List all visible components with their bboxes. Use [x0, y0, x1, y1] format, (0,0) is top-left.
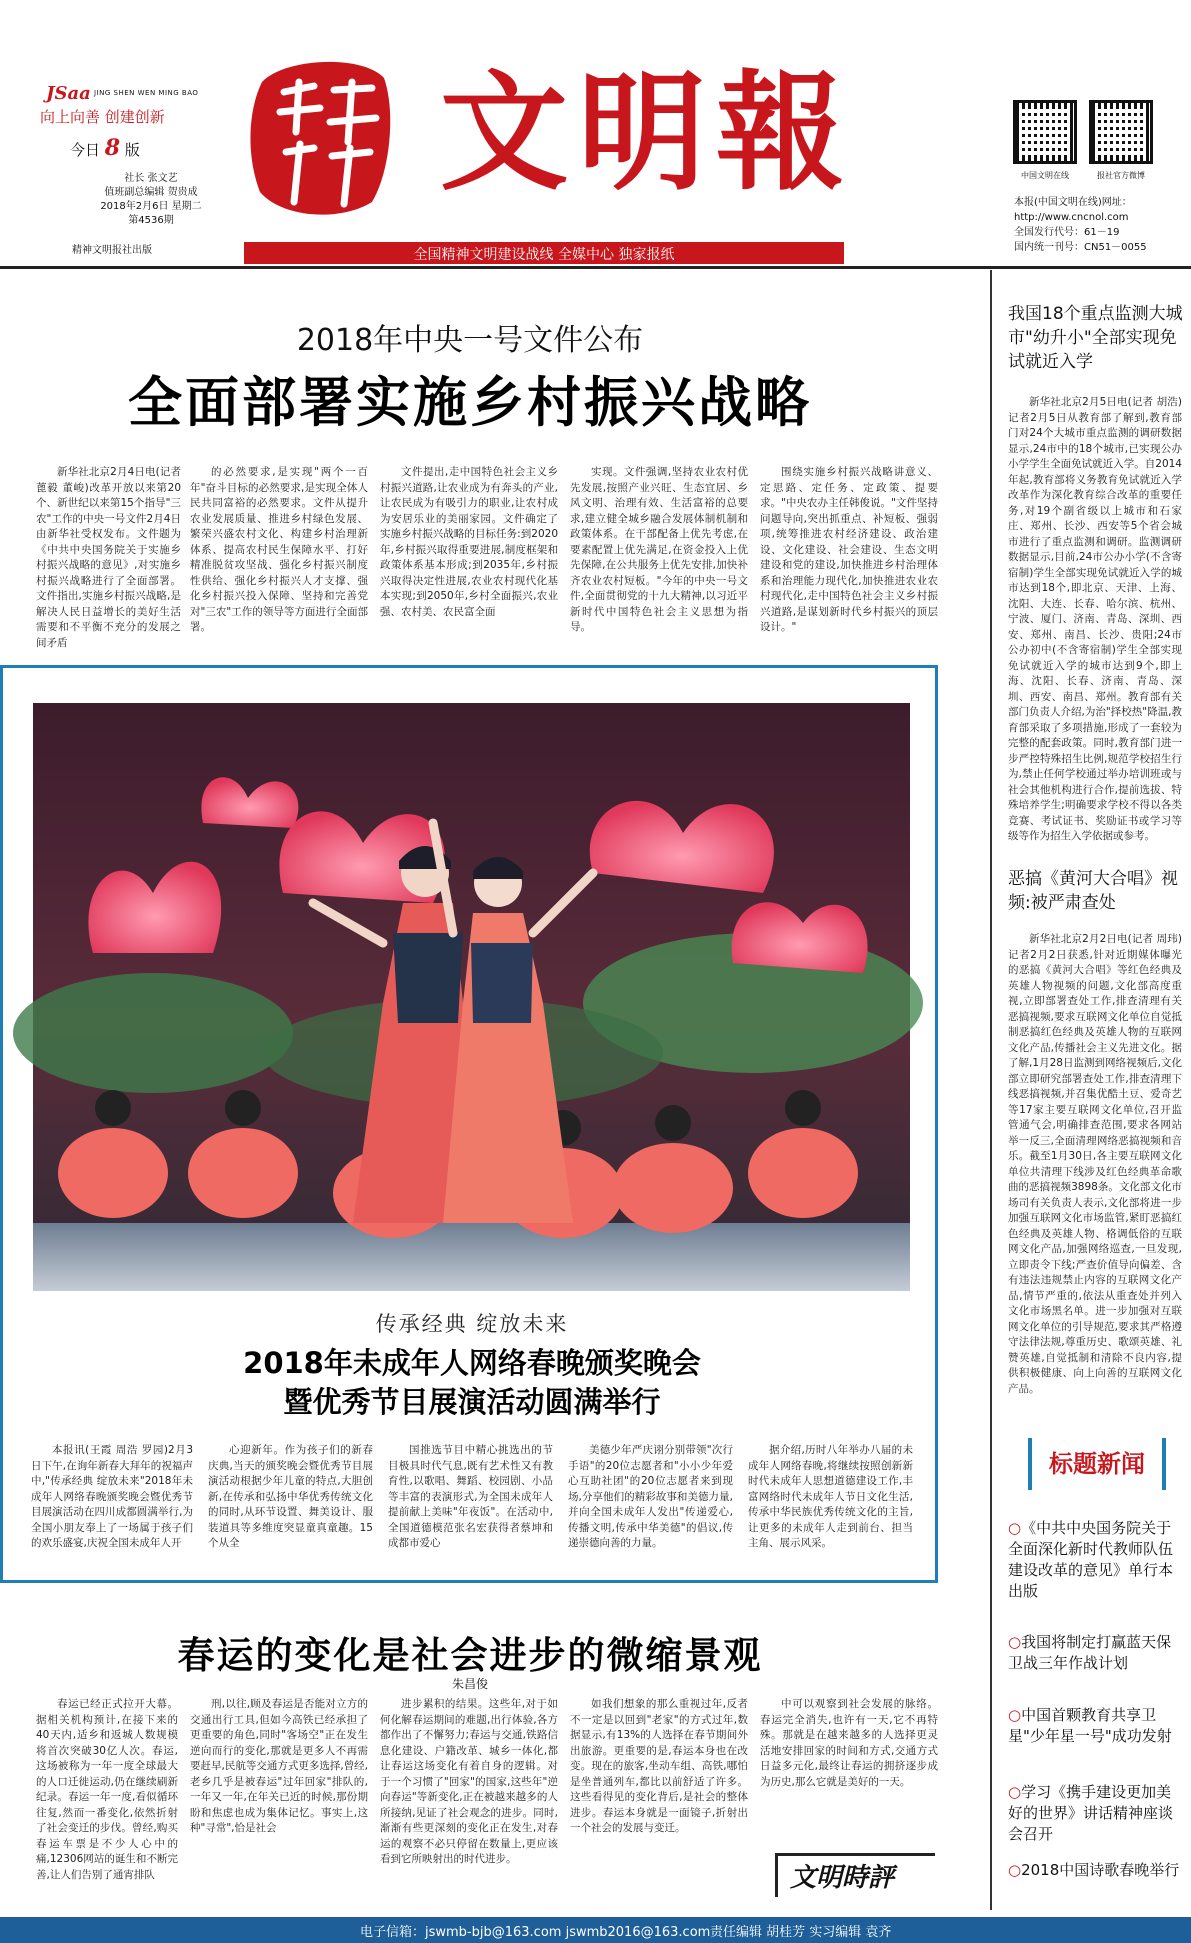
tagline: 全国精神文明建设战线 全媒中心 独家报纸: [413, 247, 675, 263]
index-item-5[interactable]: ○2018中国诗歌春晚举行: [1008, 1861, 1180, 1879]
index-item-4[interactable]: ○学习《携手建设更加美好的世界》讲话精神座谈会召开: [1008, 1783, 1174, 1843]
masthead: [0, 0, 1191, 265]
lead-col-2: 的必然要求,是实现"两个一百年"奋斗目标的必然要求,是实现全体人民共同富裕的必然要求。文件从提升农业发展质量、推进乡村绿色发展、繁荣兴盛农村文化、构建乡村治理新体系、提高农村民生保障水平、打好精准脱贫攻坚战、强化乡村振兴制度性供给、强化乡村振兴人才支撑、强化乡村振兴投入保障、坚持和完善党对"三农"工作的领导等方面进行全面部署。: [190, 466, 368, 633]
calligraphy-brush-icon: [244, 52, 399, 220]
feature-box: [0, 665, 938, 1583]
today-unit: 版: [124, 141, 140, 159]
commentary-col-5: 中可以观察到社会发展的脉络。春运完全消失,也许有一天,它不再特殊。那就是在越来越多的人选择更灵活地安排回家的时间和方式,交通方式日益多元化,最终让春运的拥挤逐步成为历史,那么它就是美好的一天。: [760, 1698, 938, 1788]
lead-col-4: 实现。文件强调,坚持农业农村优先发展,按照产业兴旺、生态宜居、乡风文明、治理有效、生活富裕的总要求,建立健全城乡融合发展体制机制和政策体系。在干部配备上优先考虑,在要素配置上优先满足,在资金投入上优先保障,在公共服务上优先安排,加快补齐农业农村短板。"今年的中央一号文件,全面贯彻党的十九大精神,以习近平新时代中国特色社会主义思想为指导。: [570, 466, 748, 633]
commentary-col-2: 刑,以往,顾及春运是否能对立方的交通出行工具,但如今高铁已经承担了更重要的角色,同时"客场空"正在发生逆向而行的变化,那就是更多人不再需要赶早,民航等交通方式更多选择,曾经,老乡几乎是被春运"过年回家"排队的,一年又一年,在年关已近的时候,那份期盼和焦虑也成为集体记忆。事实上,这种"寻常",恰是社会: [190, 1698, 369, 1834]
title-main: 文明報: [440, 58, 855, 208]
feature-headline-2: 暨优秀节目展演活动圆满举行: [283, 1385, 661, 1419]
sidebar-story1-title: 我国18个重点监测大城市"幼升小"全部实现免试就近入学: [1008, 304, 1183, 372]
site-label: 本报(中国文明在线)网址：: [1014, 197, 1132, 208]
feature-photo: [33, 703, 910, 1291]
index-item-1[interactable]: ○《中共中央国务院关于全面深化新时代教师队伍建设改革的意见》单行本出版: [1008, 1519, 1174, 1600]
footer-editors: 责任编辑 胡桂芳 实习编辑 袁齐: [710, 1925, 892, 1940]
commentary-seal: 文明時評: [775, 1853, 935, 1897]
lead-col-5: 围绕实施乡村振兴战略讲意义、定思路、定任务、定政策、提要求。"中央农办主任韩俊说。"文件坚持问题导向,突出抓重点、补短板、强弱项,统筹推进农村经济建设、政治建设、文化建设、社会建设、生态文明建设和党的建设,加快推进乡村治理体系和治理能力现代化,加快推进农业农村现代化,走中国特色社会主义乡村振兴道路,是谋划新时代乡村振兴的顶层设计。": [760, 466, 938, 633]
qr-code-weibo: [1089, 100, 1153, 164]
commentary: [0, 1595, 985, 1910]
lead-headline: 全面部署实施乡村振兴战略: [128, 371, 812, 434]
feature-col-1: 本报讯(王霞 周浩 罗园)2月3日下午,在询年新春大拜年的祝福声中,"传承经典 绽放未来"2018年未成年人网络春晚颁奖晚会暨优秀节目展演活动在四川成都圆满举行,为全国小朋友奉上了一场属于孩子们的欢乐盛宴,庆祝全国未成年人开: [31, 1444, 193, 1549]
index-item-3[interactable]: ○中国首颗教育共享卫星"少年星一号"成功发射: [1008, 1706, 1172, 1745]
sidebar-story2-body: 新华社北京2月2日电(记者 周玮)记者2月2日获悉,针对近期媒体曝光的恶搞《黄河大合唱》等红色经典及英雄人物视频的问题,文化部高度重视,立即部署查处工作,排查清理有关恶搞视频,要求互联网文化单位自觉抵制恶搞红色经典及英雄人物的互联网文化产品,传播社会主义先进文化。据了解,1月28日监测到网络视频后,文化部立即研究部署查处工作,排查清理下线恶搞视频,并召集优酷土豆、爱奇艺等17家主要互联网文化单位,召开监管通气会,明确排查范围,要求各网站举一反三,全面清理网络恶搞视频和音乐。截至1月30日,各主要互联网文化单位共清理下线涉及红色经典革命歌曲的恶搞视频3898条。文化部文化市场司有关负责人表示,文化部将进一步加强互联网文化市场监管,紧盯恶搞红色经典及英雄人物、格调低俗的互联网文化产品,加强网络巡查,一旦发现,立即责令下线;严查价值导向偏差、含有违法违规禁止内容的互联网文化产品,情节严重的,依法从重查处并列入文化市场黑名单。进一步加强对互联网文化单位的引导规范,要求其严格遵守法律法规,尊重历史、歌颂英雄、礼赞英雄,自觉抵制和清除不良内容,提供积极健康、向上向善的互联网文化产品。: [1008, 933, 1182, 1395]
bullet-circle-icon: ○: [1008, 1861, 1022, 1879]
issue-number: 第4536期: [128, 215, 174, 226]
feature-kicker: 传承经典 绽放未来: [375, 1312, 569, 1336]
footer-contact: 电子信箱：jswmb-bjb@163.com jswmb2016@163.com: [360, 1925, 711, 1940]
masthead-rule: [0, 266, 1191, 269]
commentary-headline: 春运的变化是社会进步的微缩景观: [177, 1634, 763, 1677]
feature-col-5: 据介绍,历时八年举办八届的未成年人网络春晚,将继续按照创新新时代未成年人思想道德建设工作,丰富网络时代未成年人节日文化生活,传承中华民族优秀传统文化的主旨,让更多的未成年人走到前台、担当主角、展示风采。: [748, 1444, 913, 1549]
sidebar-story1-body: 新华社北京2月5日电(记者 胡浩)记者2月5日从教育部了解到,教育部门对24个大城市重点监测的调研数据显示,24市中的18个城市,已实现公办小学学生全面免试就近入学。自2014年起,教育部将义务教育免试就近入学改革作为深化教育综合改革的重要任务,对19个副省级以上城市和石家庄、郑州、长沙、西安等5个省会城市进行了重点监测和调研。监测调研数据显示,目前,24市公办小学(不含寄宿制)学生全部实现免试就近入学的城市达到18个,即北京、天津、上海、沈阳、大连、长春、哈尔滨、杭州、宁波、厦门、济南、青岛、深圳、西安、郑州、南昌、长沙、贵阳;24市公办初中(不含寄宿制)学生全部实现免试就近入学的城市达到9个,即上海、沈阳、长春、济南、青岛、深圳、西安、南昌、郑州。教育部有关部门负责人介绍,为治"择校热"降温,教育部采取了多项措施,形成了一套较为完整的配套政策。同时,教育部门进一步严控特殊招生比例,规范学校招生行为,禁止任何学校通过举办培训班或与社会其他机构进行合作,提前选拔、特殊培养学生;明确要求学校不得以各类竞赛、考试证书、奖励证书或学习等级等作为招生入学依据或参考。: [1008, 396, 1182, 842]
editor-duty: 值班副总编辑 贺贵成: [104, 187, 198, 198]
commentary-col-4: 如我们想象的那么重视过年,反者不一定是以回到"老家"的方式过年,数据显示,有13%的人选择在春节期间外出旅游。更重要的是,春运本身也在改变。现在的旅客,坐动车组、高铁,哪怕是坐普通列车,都比以前舒适了许多。这些看得见的变化背后,是社会的整体进步。春运本身就是一面镜子,折射出一个社会的发展与变迁。: [570, 1698, 748, 1834]
logo-small: JSaa: [46, 83, 91, 104]
lead-col-3: 文件提出,走中国特色社会主义乡村振兴道路,让农业成为有奔头的产业,让农民成为有吸引力的职业,让农村成为安居乐业的美丽家园。文件确定了实施乡村振兴战略的目标任务:到2020年,乡村振兴取得重要进展,制度框架和政策体系基本形成;到2035年,乡村振兴取得决定性进展,农业农村现代化基本实现;到2050年,乡村全面振兴,农业强、农村美、农民富全面: [380, 466, 558, 618]
distribution-code: 全国发行代号：61－19: [1014, 227, 1120, 238]
logo-pinyin: JING SHEN WEN MING BAO: [94, 89, 199, 97]
issue-date: 2018年2月6日 星期二: [100, 201, 202, 212]
lead-col-1: 新华社北京2月4日电(记者 蓖毅 董峻)改革开放以来第20个、新世纪以来第15个指导"三农"工作的中央一号文件2月4日由新华社受权发布。文件题为《中共中央国务院关于实施乡村振兴战略的意见》,对实施乡村振兴战略进行了全面部署。文件指出,实施乡村振兴战略,是解决人民日益增长的美好生活需要和不平衡不充分的发展之间矛盾: [36, 466, 181, 649]
serial-number: 国内统一刊号：CN51－0055: [1014, 242, 1147, 253]
publisher: 精神文明报社出版: [72, 245, 152, 256]
index-item-2[interactable]: ○我国将制定打赢蓝天保卫战三年作战计划: [1008, 1633, 1172, 1672]
headline-index-title: 标题新闻: [1049, 1450, 1145, 1478]
feature-col-4: 美德少年严庆诩分别带领"次行手语"的20位志愿者和"小小少年爱心互助社团"的20位志愿者来到现场,分享他们的精彩故事和美德力量,并向全国未成年人发出"传递爱心,传播文明,传承中华美德"的倡议,传递崇德向善的力量。: [568, 1444, 733, 1549]
headline-index: [1008, 1430, 1183, 1900]
commentary-author: 朱昌俊: [451, 1677, 488, 1691]
qr-code-website: [1013, 100, 1077, 164]
sidebar: [990, 270, 1191, 1910]
stage-performance-image: [33, 703, 910, 1291]
commentary-col-1: 春运已经正式拉开大幕。据相关机构预计,在接下来的40天内,适乡和返城人数规模将首次突破30亿人次。春运,这场被称为一年一度全球最大的人口迁徙运动,仍在继续刷新纪录。春运一年一度,看似循环往复,然而一番变化,依然折射了社会变迁的步伐。曾经,购买春运车票是不少人心中的痛,12306网站的诞生和不断完善,让人们告别了通宵排队: [36, 1698, 178, 1881]
site-url[interactable]: http://www.cncnol.com: [1014, 212, 1129, 223]
today-pages: 8: [104, 135, 121, 161]
bullet-circle-icon: ○: [1008, 1783, 1022, 1801]
sidebar-story2-title: 恶搞《黄河大合唱》视频:被严肃查处: [1008, 869, 1178, 913]
qr2-label: 报社官方微博: [1097, 171, 1145, 180]
today-label: 今日: [70, 141, 101, 159]
today-box: [70, 135, 140, 161]
feature-headline-1: 2018年未成年人网络春晚颁奖晚会: [243, 1346, 701, 1380]
lead-story: [0, 275, 985, 655]
qr1-label: 中国文明在线: [1021, 171, 1069, 180]
title-calligraphy-block: [244, 52, 399, 220]
feature-col-2: 心迎新年。作为孩子们的新春庆典,当天的颁奖晚会暨优秀节目展演活动根据少年儿童的特点,大胆创新,在传承和弘扬中华优秀传统文化的同时,从环节设置、舞美设计、服装道具等多维度突显童真童趣。15个从全: [208, 1444, 373, 1549]
editor-chief: 社长 张文艺: [124, 173, 178, 184]
slogan: 向上向善 创建创新: [40, 108, 165, 126]
bullet-circle-icon: ○: [1008, 1706, 1022, 1724]
bullet-circle-icon: ○: [1008, 1519, 1022, 1537]
lead-kicker: 2018年中央一号文件公布: [296, 323, 644, 358]
commentary-col-3: 进步累积的结果。这些年,对于如何化解春运期间的难题,出行体验,各方都作出了不懈努力;春运与交通,铁路信息化建设、户籍改革、城乡一体化,都让春运这场变化有着自身的逻辑。对于一个习惯了"回家"的国家,这些年"逆向春运"等新变化,正在被越来越多的人所接纳,见证了社会观念的进步。同时,渐渐有些更深刻的变化正在发生,对春运的观察不必只停留在数量上,更应该看到它所映射出的时代进步。: [380, 1698, 558, 1865]
bullet-circle-icon: ○: [1008, 1633, 1022, 1651]
sidebar-rule: [990, 270, 992, 1910]
feature-col-3: 国推选节目中精心挑选出的节目极具时代气息,既有艺术性又有教育性,以歌唱、舞蹈、校园剧、小品等丰富的表演形式,为全国未成年人提前献上美味"年夜饭"。在活动中,全国道德模范张名宏获得者蔡坤和成都市爱心: [388, 1444, 553, 1549]
